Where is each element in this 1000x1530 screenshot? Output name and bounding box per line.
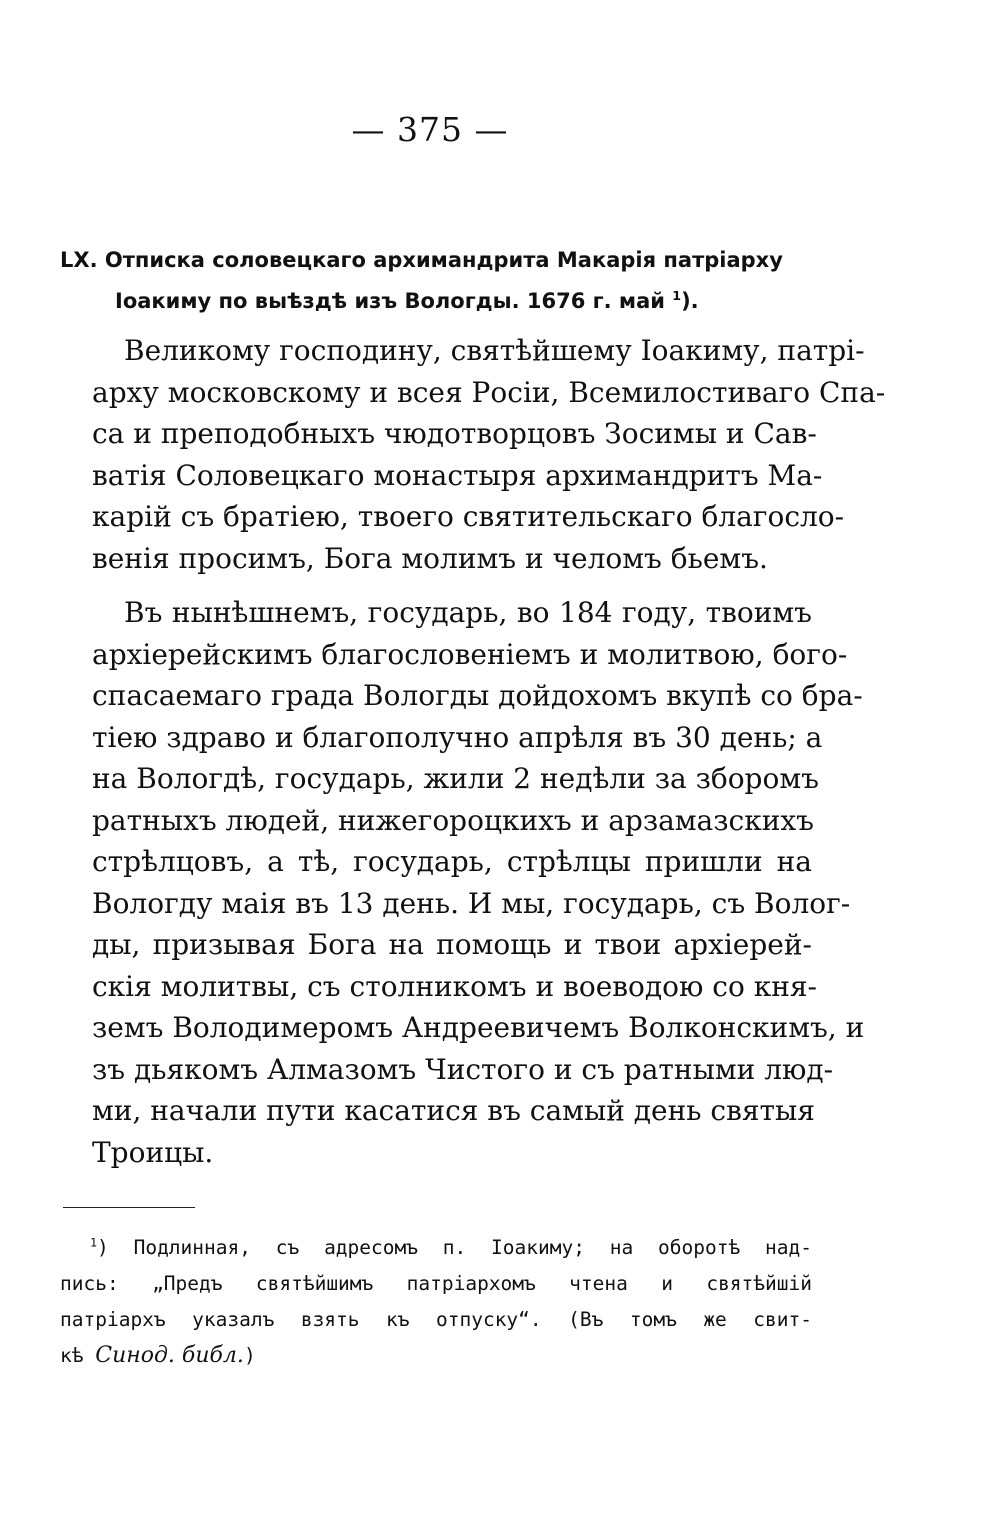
footnote-line-4 (60, 1338, 812, 1374)
text-line: на Вологдѣ, государь, жили 2 недѣли за зборомъ (92, 762, 819, 795)
footnote (60, 1230, 812, 1374)
paragraph-2 (60, 592, 865, 1173)
heading-footnote-marker: 1 (672, 288, 682, 303)
text-line: спасаемаго града Вологды дойдохомъ вкупѣ со бра- (92, 679, 863, 712)
footnote-line-1 (60, 1230, 812, 1266)
text-line: стрѣлцовъ, а тѣ, государь, стрѣлцы пришли на (92, 845, 812, 878)
footnote-divider (63, 1207, 195, 1208)
heading-line-2-end: ). (681, 289, 699, 313)
document-heading (60, 240, 820, 322)
text-line: ды, призывая Бога на помощь и твои архіерей- (92, 928, 812, 961)
text-line: Въ нынѣшнемъ, государь, во 184 году, твоимъ (124, 596, 812, 629)
text-line: ватія Соловецкаго монастыря архимандритъ Ма- (92, 458, 823, 492)
text-line: архіерейскимъ благословеніемъ и молитвою, бого- (92, 637, 848, 671)
text-line: скія молитвы, съ столникомъ и воеводою со кня- (92, 969, 817, 1003)
text-line: ратныхъ людей, нижегороцкихъ и арзамазскихъ (92, 803, 814, 837)
text-line: земъ Володимеромъ Андреевичемъ Волконскимъ, и (92, 1011, 865, 1044)
text-line: Троицы. (92, 1135, 214, 1169)
text-line: тіею здраво и благополучно апрѣля въ 30 день; а (92, 720, 823, 754)
page-number: — 375 — (351, 110, 509, 149)
text-line: ми, начали пути касатися въ самый день святыя (92, 1094, 815, 1127)
footnote-line-4-start: кѣ (60, 1344, 96, 1367)
text-line: венія просимъ, Бога молимъ и челомъ бьемъ. (92, 541, 768, 575)
footnote-line-2: пись: „Предъ святѣйшимъ патріархомъ чтена и святѣйшій (60, 1272, 812, 1295)
footnote-source-italic: Синод. библ. (95, 1343, 244, 1368)
letter-body (60, 330, 886, 1173)
text-line: карій съ братіею, твоего святительскаго благосло- (92, 500, 845, 533)
footnote-marker: 1 (90, 1235, 98, 1250)
paragraph-1 (60, 330, 886, 579)
heading-line-2-text: Іоакиму по выѣздѣ изъ Вологды. 1676 г. май (115, 289, 665, 313)
heading-line-2 (60, 281, 820, 322)
text-line: Вологду маія въ 13 день. И мы, государь, съ Волог- (92, 886, 851, 920)
text-line: арху московскому и всея Росіи, Всемилостиваго Спа- (92, 375, 886, 409)
heading-line-1: LX. Отписка соловецкаго архимандрита Макарія патріарху (60, 248, 783, 272)
text-line: зъ дьякомъ Алмазомъ Чистого и съ ратными люд- (92, 1052, 834, 1086)
footnote-line-4-end: ) (243, 1344, 256, 1367)
footnote-line-3: патріархъ указалъ взять къ отпуску“. (Въ томъ же свит- (60, 1308, 812, 1331)
footnote-line-1-text: ) Подлинная, съ адресомъ п. Іоакиму; на оборотѣ над- (97, 1236, 812, 1259)
text-line: са и преподобныхъ чюдотворцовъ Зосимы и Сав- (92, 417, 817, 450)
text-line: Великому господину, святѣйшему Іоакиму, патрі- (124, 334, 865, 367)
